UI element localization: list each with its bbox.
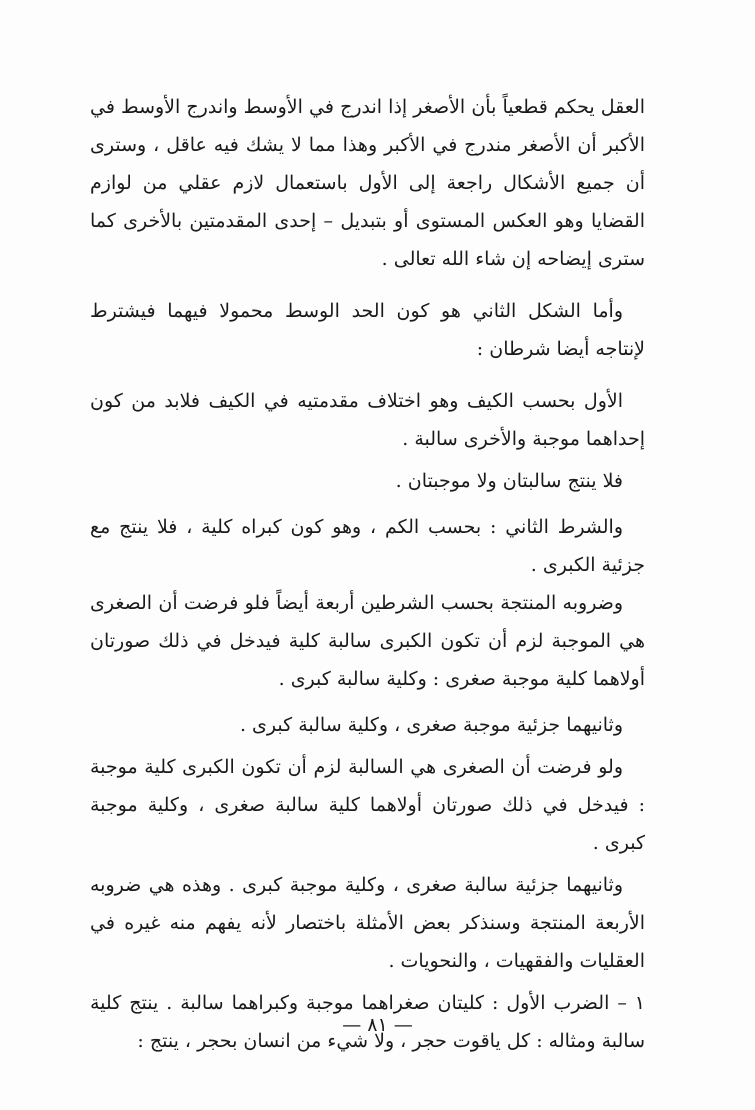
paragraph-3: الأول بحسب الكيف وهو اختلاف مقدمتيه في الكيف فلابد من كون إحداهما موجبة والأخرى سالبة . [90, 390, 645, 450]
page-number: — ٨١ — [342, 1014, 413, 1036]
paragraph-7: وثانيهما جزئية موجبة صغرى ، وكلية سالبة كبرى . [239, 714, 623, 736]
body-text [90, 88, 645, 1060]
paragraph-6: وضروبه المنتجة بحسب الشرطين أربعة أيضاً فلو فرضت أن الصغرى هي الموجبة لزم أن تكون الكبرى سالبة كلية فيدخل في ذلك صورتان أولاهما كلية موجبة صغرى : وكلية سالبة كبرى . [90, 592, 645, 690]
paragraph-1: العقل يحكم قطعياً بأن الأصغر إذا اندرج في الأوسط واندرج الأوسط في الأكبر أن الأصغر مندرج في الأكبر وهذا مما لا يشك فيه عاقل ، وسترى أن جميع الأشكال راجعة إلى الأول باستعمال لازم عقلي من لوازم القضايا وهو العكس المستوى أو بتبديل – إحدى المقدمتين بالأخرى كما سترى إيضاحه إن شاء الله تعالى . [90, 96, 645, 270]
paragraph-2: وأما الشكل الثاني هو كون الحد الوسط محمولا فيهما فيشترط لإنتاجه أيضا شرطان : [90, 300, 645, 360]
paragraph-9: وثانيهما جزئية سالبة صغرى ، وكلية موجبة كبرى . وهذه هي ضروبه الأربعة المنتجة وسنذكر بعض الأمثلة باختصار لأنه يفهم منه غيره في العقليات والفقهيات ، والنحويات . [90, 874, 645, 972]
paragraph-8: ولو فرضت أن الصغرى هي السالبة لزم أن تكون الكبرى كلية موجبة : فيدخل في ذلك صورتان أولاهما كلية سالبة صغرى ، وكلية موجبة كبرى . [90, 756, 645, 854]
paragraph-4: فلا ينتج سالبتان ولا موجبتان . [395, 470, 623, 492]
paragraph-10: ١ – الضرب الأول : كليتان صغراهما موجبة وكبراهما سالبة . ينتج كلية سالبة ومثاله : كل ياقوت حجر ، ولا شيء من انسان بحجر ، ينتج : [90, 992, 645, 1052]
paragraph-5: والشرط الثاني : بحسب الكم ، وهو كون كبراه كلية ، فلا ينتج مع جزئية الكبرى . [90, 516, 645, 576]
